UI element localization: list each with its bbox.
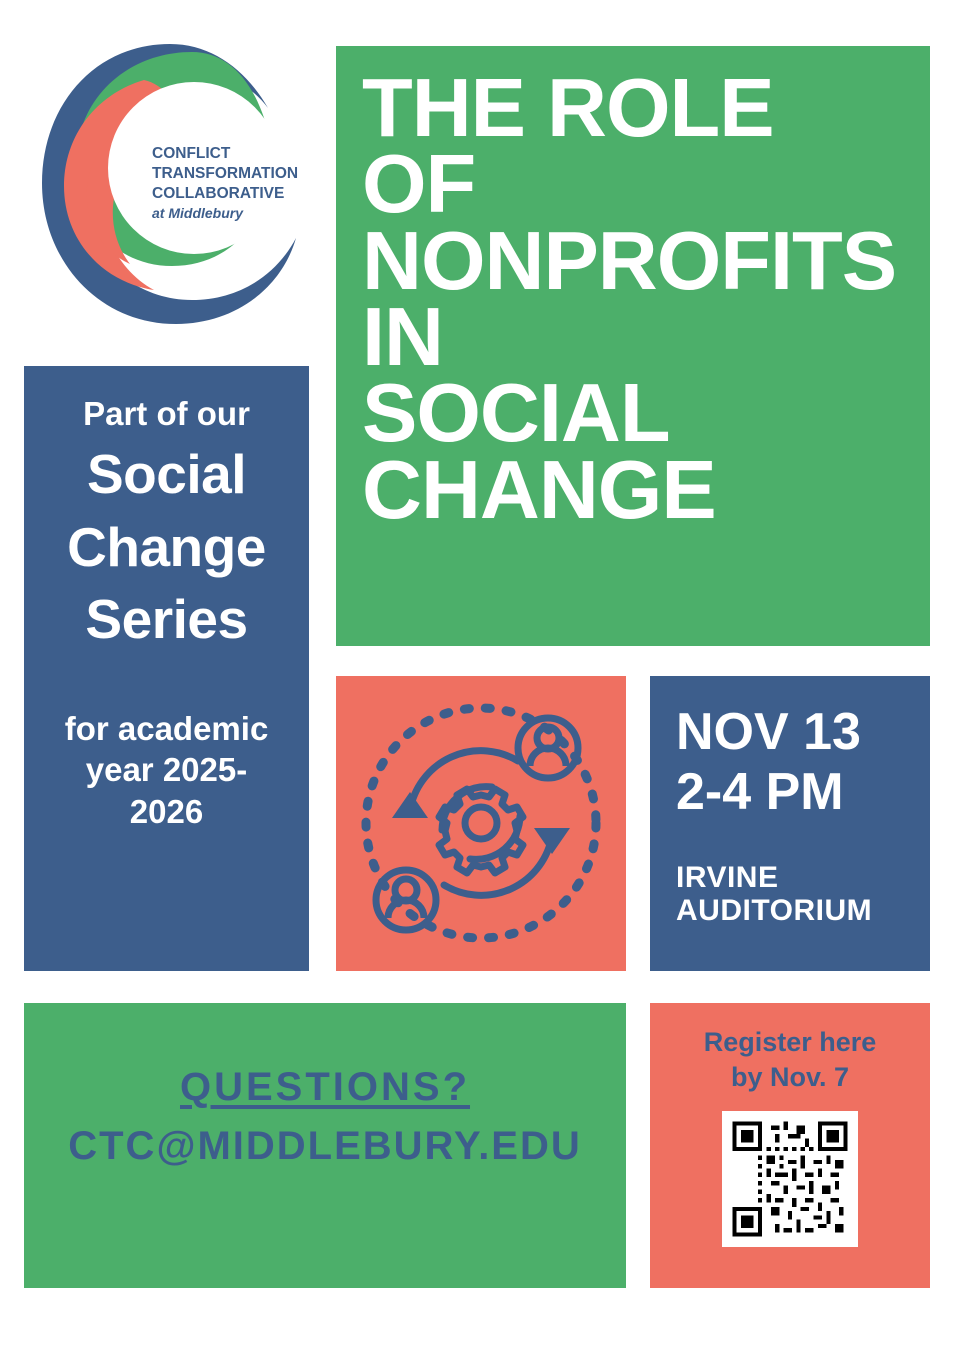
title-line-5: SOCIAL [362,366,670,460]
event-time: 2-4 PM [676,763,844,822]
qr-code-container[interactable] [722,1111,858,1247]
questions-heading: QUESTIONS? [179,1065,471,1109]
ctc-logo-mark [24,28,316,338]
series-panel [24,366,309,971]
date-panel [650,676,930,971]
title-line-2: OF [362,137,476,231]
logo-line-3: COLLABORATIVE [152,185,285,202]
title-line-3: NONPROFITS [362,213,897,307]
series-kicker: Part of our [83,395,250,432]
logo-line-2: TRANSFORMATION [152,165,299,182]
series-name-line-3: Series [85,588,248,651]
collaboration-cycle-icon [350,690,612,956]
contact-email[interactable]: CTC@MIDDLEBURY.EDU [68,1124,582,1168]
icon-panel [336,676,626,971]
questions-panel [24,1003,626,1288]
series-name-line-1: Social [86,443,247,506]
event-venue [676,861,910,928]
title-line-4: IN [362,290,443,384]
venue-line-1: IRVINE [676,860,779,894]
register-line-2: by Nov. 7 [730,1062,850,1093]
logo-line-1: CONFLICT [152,145,231,162]
logo-line-4: at Middlebury [152,205,244,221]
registration-qr-code[interactable] [728,1117,852,1241]
series-year-line-3: 2026 [129,792,204,830]
series-year-line-2: year 2025- [85,751,248,789]
register-line-1: Register here [703,1027,877,1057]
title-panel [336,46,930,646]
poster-title [362,61,920,536]
series-academic-year [40,708,293,832]
ctc-logo [24,28,316,338]
venue-line-2: AUDITORIUM [676,894,873,928]
series-year-line-1: for academic [64,710,269,748]
title-line-6: CHANGE [362,442,716,536]
event-date: NOV 13 [676,703,861,761]
series-name-line-2: Change [67,515,266,578]
title-line-1: THE ROLE [362,61,774,154]
register-panel [650,1003,930,1288]
